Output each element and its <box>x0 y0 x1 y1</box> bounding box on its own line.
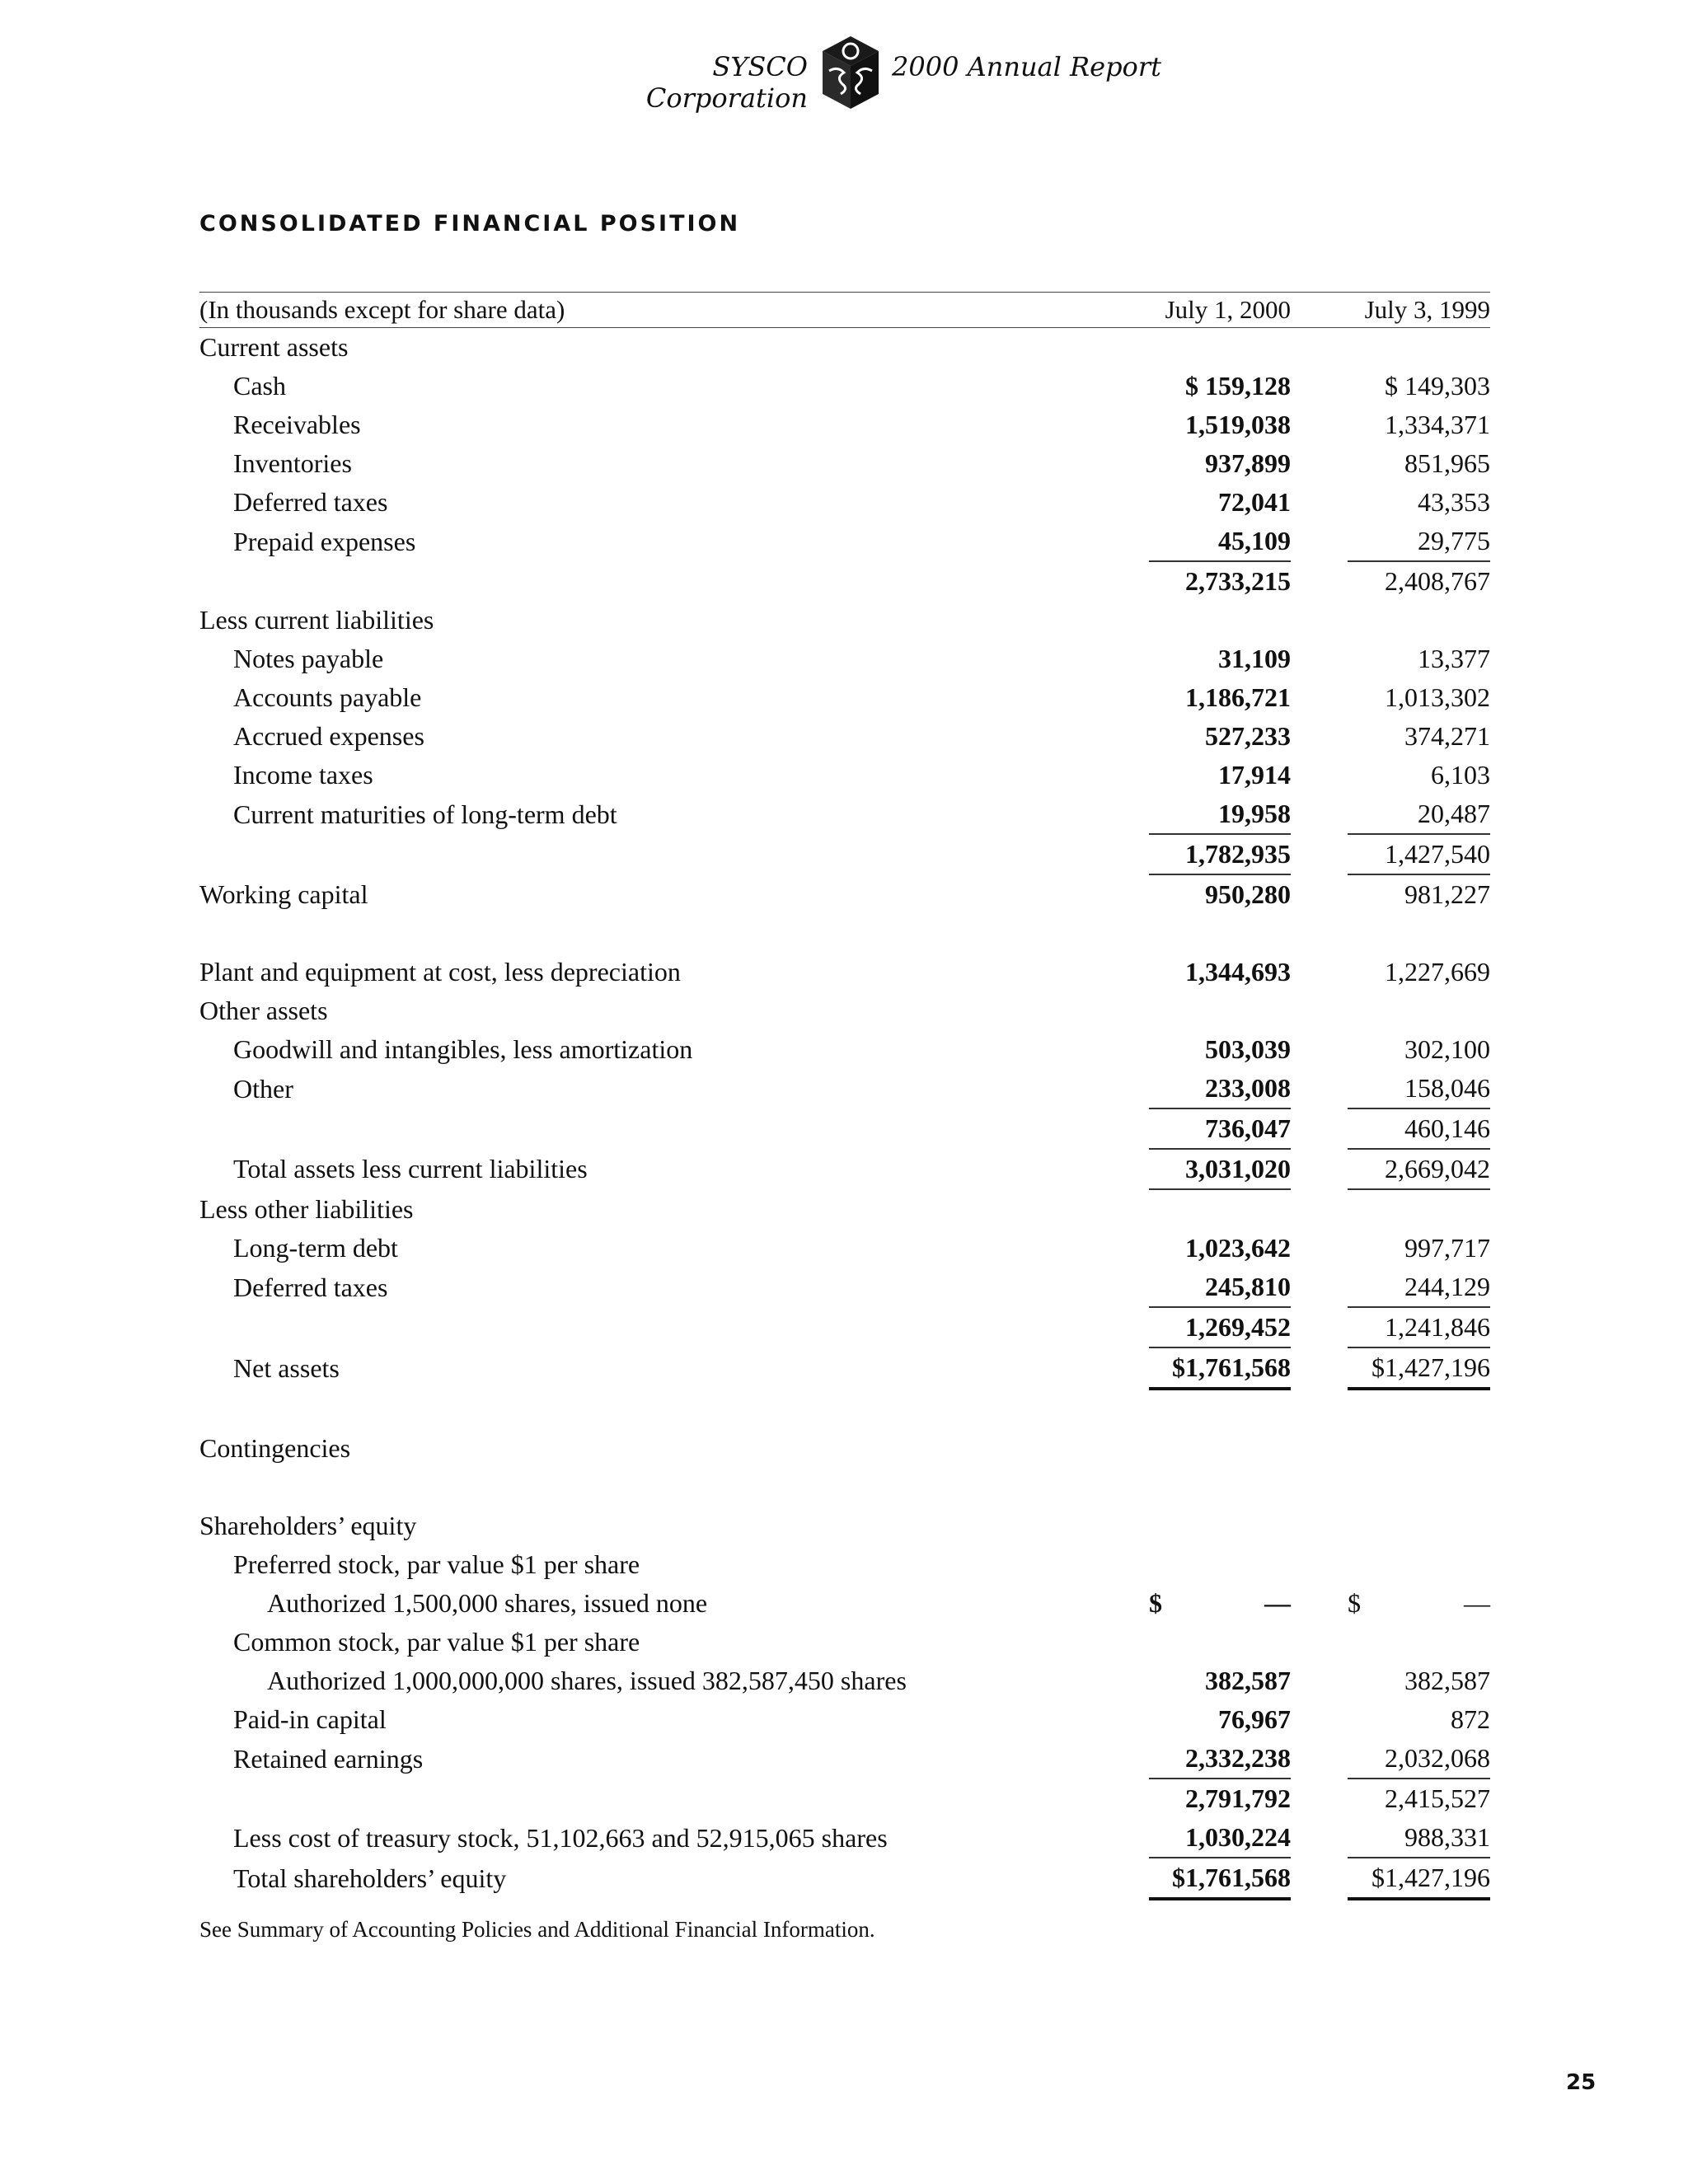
row-label <box>199 1307 1149 1347</box>
value-1999: $1,427,196 <box>1348 1858 1490 1899</box>
table-row <box>199 1347 1490 1389</box>
value-2000 <box>1149 1189 1291 1229</box>
financial-position-table <box>199 292 1490 1900</box>
page-header <box>0 43 1688 134</box>
value-1999 <box>1348 1468 1490 1507</box>
value-2000 <box>1149 1507 1291 1545</box>
table-row <box>199 1661 1490 1700</box>
table-header-row <box>199 293 1490 328</box>
value-2000: $1,761,568 <box>1149 1858 1291 1899</box>
table-row <box>199 1429 1490 1468</box>
row-label: Receivables <box>233 410 361 439</box>
row-label: Other <box>233 1073 293 1104</box>
row-label <box>199 1468 1149 1507</box>
row-label <box>199 561 1149 601</box>
value-2000: 2,733,215 <box>1149 561 1291 601</box>
value-2000 <box>1149 1429 1291 1468</box>
value-1999: 382,587 <box>1404 1666 1490 1695</box>
value-2000: 527,233 <box>1205 721 1291 751</box>
table-row <box>199 483 1490 522</box>
row-label: Current maturities of long-term debt <box>233 799 617 829</box>
value-2000: 1,782,935 <box>1149 834 1291 874</box>
table-row <box>199 522 1490 561</box>
value-2000: 1,186,721 <box>1185 682 1291 712</box>
value-1999: 851,965 <box>1404 448 1490 478</box>
table-row <box>199 874 1490 914</box>
row-label: Income taxes <box>233 760 373 790</box>
value-2000: 1,344,693 <box>1185 957 1291 987</box>
table-row <box>199 1189 1490 1229</box>
row-label: Less current liabilities <box>199 605 434 635</box>
value-2000: 76,967 <box>1218 1704 1291 1734</box>
value-1999: 1,427,540 <box>1348 834 1490 874</box>
value-1999: 1,334,371 <box>1385 410 1490 439</box>
row-label <box>199 1779 1149 1818</box>
value-2000 <box>1149 991 1291 1030</box>
value-1999: 1,241,846 <box>1348 1307 1490 1347</box>
table-row <box>199 1779 1490 1818</box>
value-1999: 2,669,042 <box>1348 1149 1490 1189</box>
row-label: Common stock, par value $1 per share <box>233 1627 640 1657</box>
value-1999: 43,353 <box>1418 487 1490 517</box>
table-row <box>199 640 1490 678</box>
value-1999: 2,408,767 <box>1348 561 1490 601</box>
value-2000: 382,587 <box>1205 1666 1291 1695</box>
table-row <box>199 367 1490 405</box>
value-1999 <box>1348 1584 1490 1623</box>
value-2000: 736,047 <box>1149 1108 1291 1149</box>
header-report-title: 2000 Annual Report <box>892 51 1161 82</box>
table-row <box>199 1389 1490 1429</box>
row-label: Long-term debt <box>233 1233 398 1263</box>
dollar-sign: $ <box>1149 1588 1162 1618</box>
section-title: CONSOLIDATED FINANCIAL POSITION <box>199 211 741 237</box>
table-row <box>199 914 1490 953</box>
row-label: Current assets <box>199 332 349 362</box>
row-label: Contingencies <box>199 1433 351 1463</box>
table-row <box>199 1507 1490 1545</box>
table-row <box>199 444 1490 483</box>
dollar-sign: $ <box>1348 1588 1361 1618</box>
row-label: Accounts payable <box>233 682 422 712</box>
row-label: Less cost of treasury stock, 51,102,663 and 52,915,065 shares <box>233 1822 888 1853</box>
value-2000: 937,899 <box>1205 448 1291 478</box>
footnote: See Summary of Accounting Policies and Additional Financial Information. <box>199 1917 875 1942</box>
value-2000: 950,280 <box>1149 874 1291 914</box>
table-row <box>199 1700 1490 1739</box>
value-1999: 302,100 <box>1404 1034 1490 1064</box>
row-label: Total shareholders’ equity <box>233 1863 507 1893</box>
value-1999: 6,103 <box>1431 760 1490 790</box>
row-label: Authorized 1,500,000 shares, issued none <box>267 1588 708 1618</box>
value-1999 <box>1348 328 1490 368</box>
row-label: Less other liabilities <box>199 1193 414 1224</box>
value-1999: 1,227,669 <box>1385 957 1490 987</box>
table-row <box>199 1268 1490 1307</box>
value: — <box>1264 1588 1291 1618</box>
row-label: Total assets less current liabilities <box>233 1154 588 1183</box>
row-label: Plant and equipment at cost, less depreciation <box>199 957 681 987</box>
sysco-cube-logo-icon <box>818 31 884 114</box>
value-2000 <box>1149 328 1291 368</box>
row-label: Cash <box>233 371 286 401</box>
row-label: Preferred stock, par value $1 per share <box>233 1549 640 1579</box>
value-1999: 2,415,527 <box>1348 1779 1490 1818</box>
row-label: Accrued expenses <box>233 721 424 751</box>
value-2000: 233,008 <box>1205 1073 1291 1103</box>
value-1999: 13,377 <box>1418 644 1490 673</box>
table-row <box>199 328 1490 368</box>
value-1999 <box>1348 1429 1490 1468</box>
value-1999: 997,717 <box>1404 1233 1490 1263</box>
table-row <box>199 1069 1490 1108</box>
row-label: Prepaid expenses <box>233 526 416 556</box>
table-row <box>199 717 1490 756</box>
value-2000 <box>1149 1584 1291 1623</box>
table-row <box>199 794 1490 834</box>
page-number: 25 <box>1566 2070 1597 2095</box>
value-2000: 1,269,452 <box>1149 1307 1291 1347</box>
value-2000: 45,109 <box>1218 526 1291 555</box>
table-row <box>199 405 1490 444</box>
row-label: Goodwill and intangibles, less amortization <box>233 1034 693 1064</box>
value-1999: 20,487 <box>1418 799 1490 828</box>
value-1999 <box>1348 1623 1490 1661</box>
row-label: Inventories <box>233 448 352 478</box>
value-2000: $ 159,128 <box>1185 371 1291 401</box>
value-1999 <box>1348 914 1490 953</box>
table-row <box>199 1149 1490 1189</box>
value-2000: 1,023,642 <box>1185 1233 1291 1263</box>
value-2000: 31,109 <box>1218 644 1291 673</box>
column-header-2000: July 1, 2000 <box>1149 293 1291 328</box>
value: — <box>1464 1588 1490 1618</box>
table-row <box>199 1229 1490 1268</box>
value-2000: 503,039 <box>1205 1034 1291 1064</box>
value-1999: 158,046 <box>1404 1073 1490 1103</box>
table-row <box>199 1030 1490 1069</box>
row-label <box>199 914 1149 953</box>
value-2000 <box>1149 1623 1291 1661</box>
value-2000: 3,031,020 <box>1149 1149 1291 1189</box>
value-1999 <box>1348 601 1490 640</box>
value-2000: 17,914 <box>1218 760 1291 790</box>
value-1999: 460,146 <box>1348 1108 1490 1149</box>
value-2000: 2,791,792 <box>1149 1779 1291 1818</box>
value-1999: 2,032,068 <box>1385 1743 1490 1773</box>
table-row <box>199 1739 1490 1779</box>
row-label: Other assets <box>199 996 328 1025</box>
table-row <box>199 561 1490 601</box>
row-label <box>199 1389 1149 1429</box>
table-row <box>199 678 1490 717</box>
table-row <box>199 1858 1490 1899</box>
table-row <box>199 1545 1490 1584</box>
value-2000: 2,332,238 <box>1185 1743 1291 1773</box>
row-label <box>199 1108 1149 1149</box>
row-label: Retained earnings <box>233 1743 424 1774</box>
value-2000 <box>1149 1389 1291 1429</box>
value-1999: $1,427,196 <box>1348 1347 1490 1389</box>
row-label: Deferred taxes <box>233 1272 388 1302</box>
row-label <box>199 834 1149 874</box>
table-row <box>199 756 1490 794</box>
value-1999 <box>1348 1507 1490 1545</box>
value-1999: 988,331 <box>1404 1822 1490 1852</box>
value-2000: 1,030,224 <box>1185 1822 1291 1852</box>
table-row <box>199 1108 1490 1149</box>
table-row <box>199 1307 1490 1347</box>
value-1999 <box>1348 991 1490 1030</box>
row-label: Shareholders’ equity <box>199 1511 417 1540</box>
column-header-1999: July 3, 1999 <box>1348 293 1490 328</box>
value-1999: 981,227 <box>1348 874 1490 914</box>
value-1999 <box>1348 1545 1490 1584</box>
table-row <box>199 834 1490 874</box>
table-row <box>199 1468 1490 1507</box>
row-label: Authorized 1,000,000,000 shares, issued 382,587,450 shares <box>267 1666 907 1695</box>
value-2000: 1,519,038 <box>1185 410 1291 439</box>
row-label: Working capital <box>199 879 368 909</box>
value-2000 <box>1149 1545 1291 1584</box>
value-1999 <box>1348 1389 1490 1429</box>
table-row <box>199 991 1490 1030</box>
table-row <box>199 953 1490 991</box>
value-2000 <box>1149 601 1291 640</box>
value-1999: 244,129 <box>1404 1272 1490 1301</box>
table-row <box>199 601 1490 640</box>
table-row <box>199 1818 1490 1858</box>
row-label: Deferred taxes <box>233 487 388 517</box>
value-2000 <box>1149 914 1291 953</box>
value-2000: $1,761,568 <box>1149 1347 1291 1389</box>
row-label: Notes payable <box>233 644 384 673</box>
value-2000: 245,810 <box>1205 1272 1291 1301</box>
value-1999: 374,271 <box>1404 721 1490 751</box>
row-label: Paid-in capital <box>233 1704 387 1734</box>
value-1999: 872 <box>1451 1704 1490 1734</box>
value-2000 <box>1149 1468 1291 1507</box>
value-1999: 29,775 <box>1418 526 1490 555</box>
table-row <box>199 1584 1490 1623</box>
value-2000: 19,958 <box>1218 799 1291 828</box>
value-1999: 1,013,302 <box>1385 682 1490 712</box>
table-row <box>199 1623 1490 1661</box>
value-2000: 72,041 <box>1218 487 1291 517</box>
value-1999 <box>1348 1189 1490 1229</box>
row-label: Net assets <box>233 1352 340 1383</box>
header-company: SYSCO Corporation <box>645 51 808 114</box>
table-header-label: (In thousands except for share data) <box>199 293 1149 328</box>
value-1999: $ 149,303 <box>1385 371 1490 401</box>
